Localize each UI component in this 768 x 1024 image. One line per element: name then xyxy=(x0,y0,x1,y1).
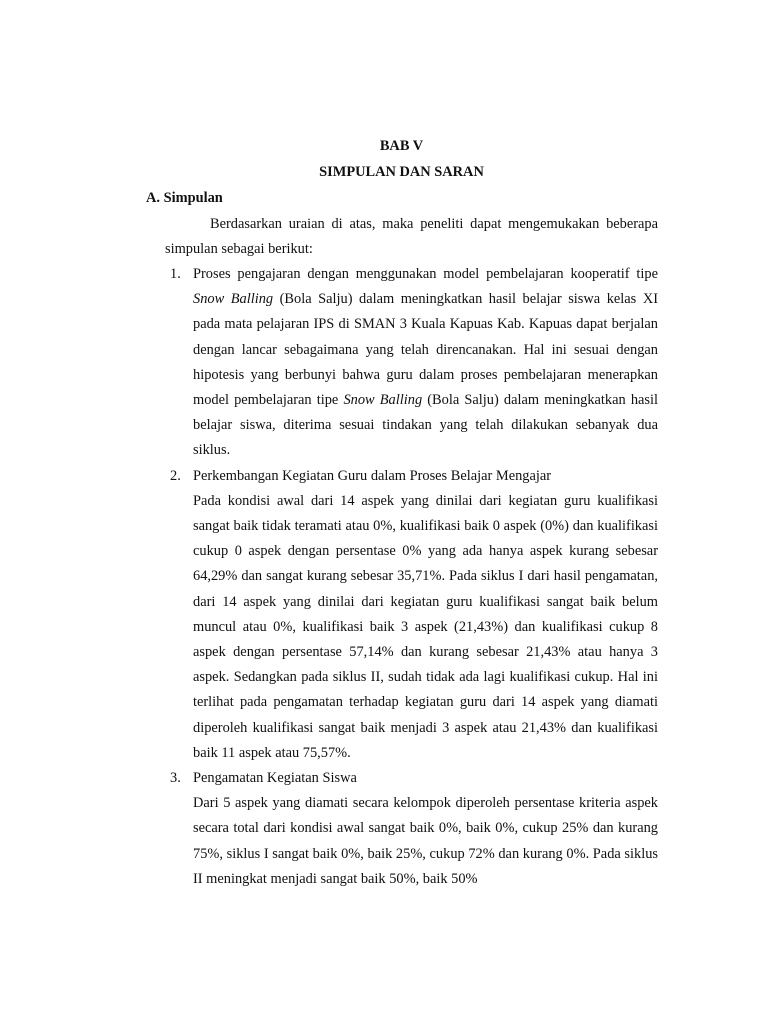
list-item-number: 2. xyxy=(170,467,181,484)
list-item-number: 3. xyxy=(170,770,181,787)
chapter-number: BAB V xyxy=(379,138,424,154)
conclusion-list xyxy=(165,262,658,892)
list-item-body: Pada kondisi awal dari 14 aspek yang dinilai dari kegiatan guru kualifikasi sangat baik tidak teramati atau 0%, kualifikasi baik 0 aspek (0%) dan kualifikasi cukup 0 aspek dengan persentase 0% yang ada hanya aspek kurang sebesar 64,29% dan sangat kurang sebesar 35,71%. Pada siklus I dari hasil pengamatan, dari 14 aspek yang dinilai dari kegiatan guru kualifikasi sangat baik belum muncul atau 0%, kualifikasi baik 3 aspek (21,43%) dan kualifikasi cukup 8 aspek dengan persentase 57,14% dan kurang sebesar 21,43% atau hanya 3 aspek. Sedangkan pada siklus II, sudah tidak ada lagi kualifikasi cukup. Hal ini terlihat pada pengamatan terhadap kegiatan guru dari 14 aspek yang diamati diperoleh kualifikasi sangat baik menjadi 3 aspek atau 21,43% dan kualifikasi baik 11 aspek atau 75,57%. xyxy=(193,492,658,761)
list-item-title: Pengamatan Kegiatan Siswa xyxy=(193,770,357,787)
list-item xyxy=(165,262,658,464)
list-item-text: Proses pengajaran dengan menggunakan model pembelajaran kooperatif tipe Snow Balling (Bola Salju) dalam meningkatkan hasil belajar siswa kelas XI pada mata pelajaran IPS di SMAN 3 Kuala Kapuas Kab. Kapuas dapat berjalan dengan lancar sebagaimana yang telah direncanakan. Hal ini sesuai dengan hipotesis yang berbunyi bahwa guru dalam proses pembelajaran menerapkan model pembelajaran tipe Snow Balling (Bola Salju) dalam meningkatkan hasil belajar siswa, diterima sesuai tindakan yang telah dilakukan sebanyak dua siklus. xyxy=(193,266,658,459)
list-item xyxy=(165,766,658,892)
chapter-title: SIMPULAN DAN SARAN xyxy=(319,164,484,180)
section-heading: A. Simpulan xyxy=(146,190,223,206)
intro-paragraph: Berdasarkan uraian di atas, maka peneliti dapat mengemukakan beberapa simpulan sebagai berikut: xyxy=(165,216,658,258)
list-item-title: Perkembangan Kegiatan Guru dalam Proses Belajar Mengajar xyxy=(193,467,552,484)
italic-term: Snow Balling xyxy=(193,291,274,308)
list-item-body: Dari 5 aspek yang diamati secara kelompok diperoleh persentase kriteria aspek secara total dari kondisi awal sangat baik 0%, baik 0%, cukup 25% dan kurang 75%, siklus I sangat baik 0%, baik 25%, cukup 72% dan kurang 0%. Pada siklus II meningkat menjadi sangat baik 50%, baik 50% xyxy=(193,795,658,887)
list-item-number: 1. xyxy=(170,266,181,282)
list-item xyxy=(165,464,658,766)
italic-term: Snow Balling xyxy=(343,392,423,409)
